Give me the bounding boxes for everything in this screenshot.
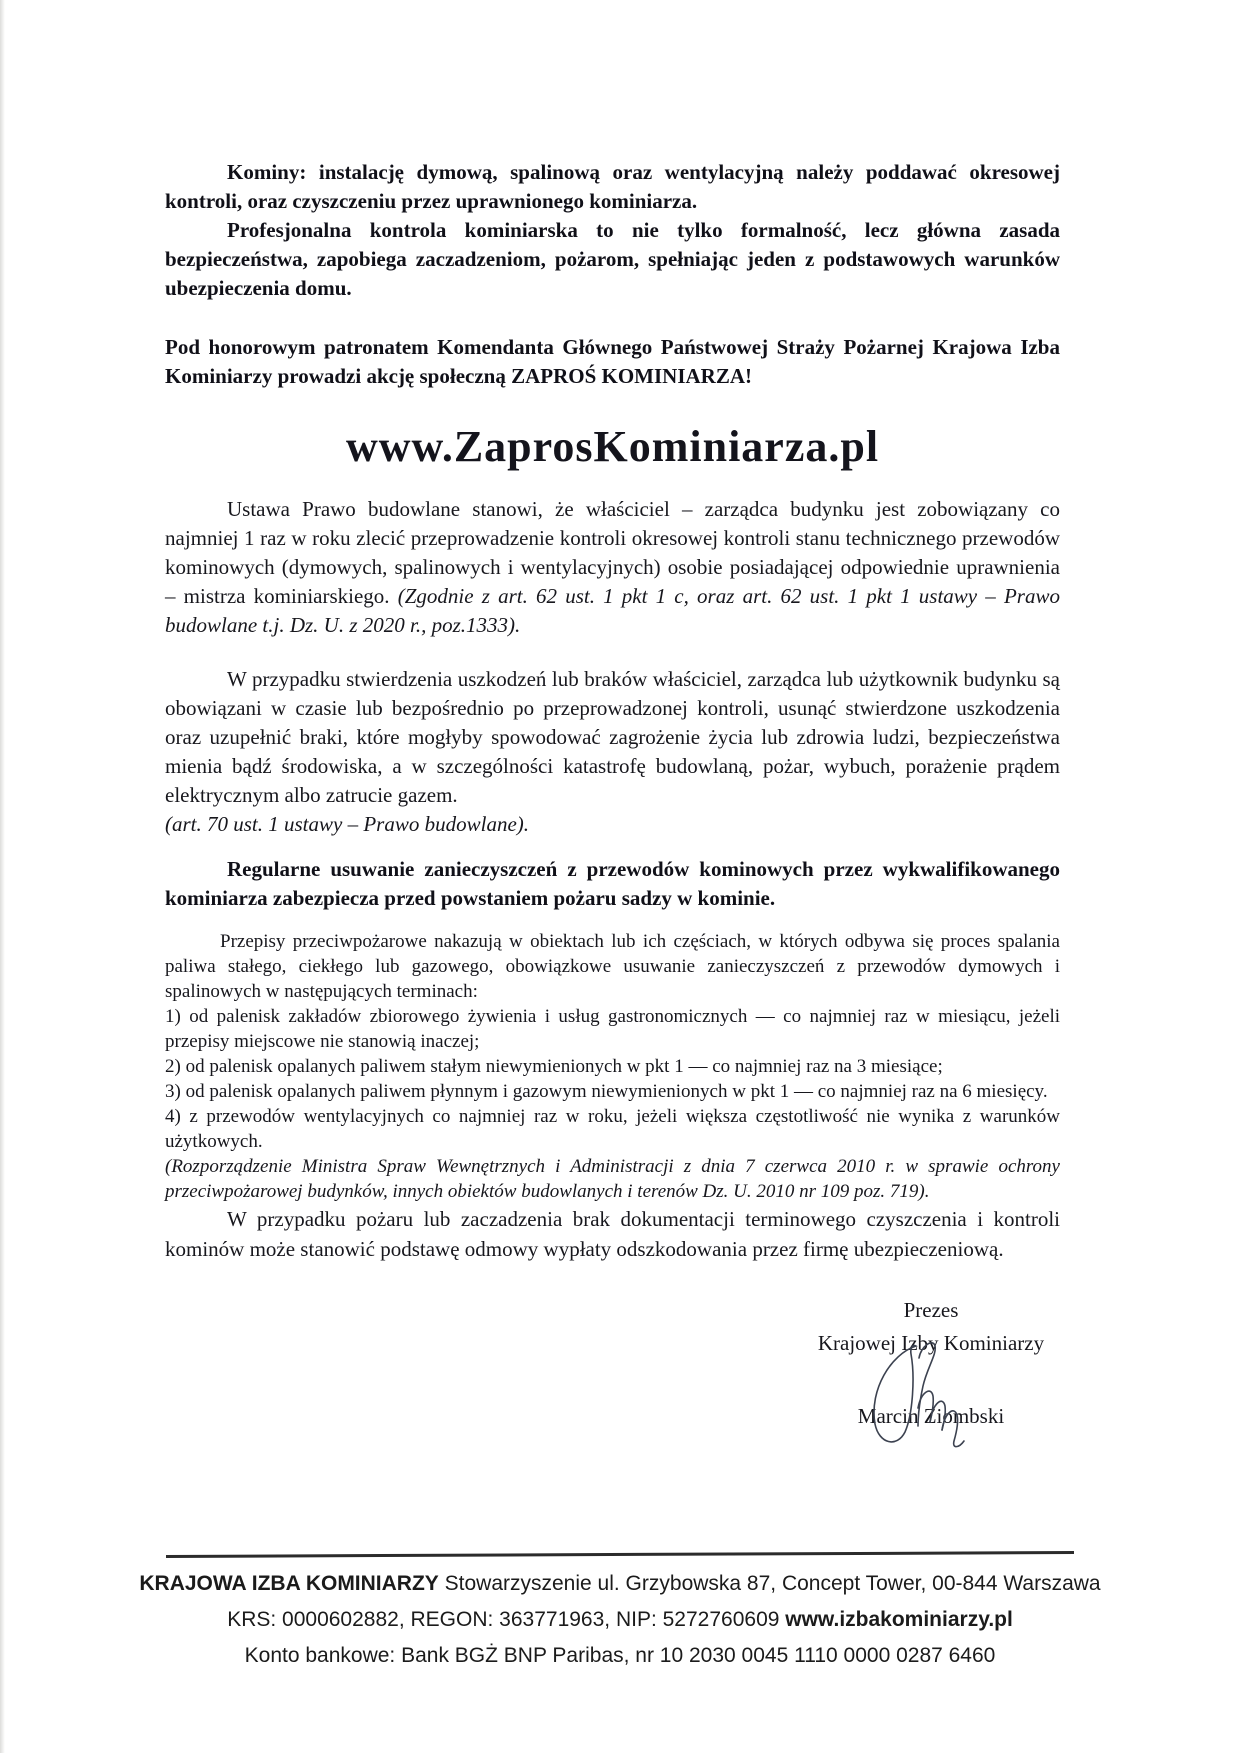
signature-block: [761, 1294, 1101, 1433]
regulation-item-1-text: 1) od palenisk zakładów zbiorowego żywienia i usług gastronomicznych — co najmniej raz w miesiącu, jeżeli przepisy miejscowe nie stanowią inaczej;: [165, 1006, 1060, 1052]
signature-organization: Krajowej Izby Kominiarzy: [817, 1331, 1045, 1355]
regulation-item-4-text: 4) z przewodów wentylacyjnych co najmniej raz w roku, jeżeli większa częstotliwość nie wynika z warunków użytkowych.: [165, 1106, 1060, 1152]
regulation-item-3: [165, 1079, 1060, 1104]
footer-registry-numbers: KRS: 0000602882, REGON: 363771963, NIP: 5272760609: [227, 1608, 786, 1631]
paragraph-chimney-inspection-text: Kominy: instalację dymową, spalinową oraz wentylacyjną należy poddawać okresowej kontroli, oraz czyszczeniu przez uprawnionego kominiarza.: [165, 160, 1060, 213]
building-law-citation: (Zgodnie z art. 62 ust. 1 pkt 1 c, oraz art. 62 ust. 1 pkt 1 ustawy – Prawo budowlane t.j. Dz. U. z 2020 r., poz.1333).: [165, 584, 1060, 637]
letterhead-footer: [0, 1553, 1240, 1674]
footer-divider: [166, 1551, 1074, 1558]
paragraph-building-law: [165, 495, 1060, 640]
paragraph-professional-control: [165, 216, 1060, 303]
regulation-item-1: [165, 1004, 1060, 1054]
regulation-item-2-text: 2) od palenisk opalanych paliwem stałym niewymienionych w pkt 1 — co najmniej raz na 3 miesiące;: [165, 1056, 943, 1077]
paragraph-patronage-text: Pod honorowym patronatem Komendanta Głównego Państwowej Straży Pożarnej Krajowa Izba Kominiarzy prowadzi akcję społeczną ZAPROŚ KOMINIARZA!: [165, 335, 1060, 388]
footer-registry-line: [0, 1602, 1240, 1638]
paragraph-insurance: [165, 1204, 1060, 1264]
fire-regulations-citation: [165, 1154, 1060, 1204]
regulation-item-4: [165, 1104, 1060, 1154]
website-heading: [165, 421, 1060, 473]
scan-edge-artifact: [0, 0, 5, 1753]
footer-website: www.izbakominiarzy.pl: [785, 1608, 1013, 1631]
paragraph-defects: [165, 665, 1060, 810]
fire-regulations-section: [165, 929, 1060, 1204]
footer-org-name: KRAJOWA IZBA KOMINIARZY: [139, 1572, 439, 1595]
paragraph-building-law-text: Ustawa Prawo budowlane stanowi, że właściciel – zarządca budynku jest zobowiązany co najmniej 1 raz w roku zlecić przeprowadzenie kontroli okresowej kontroli stanu technicznego przewodów kominowych (dymowych, spalinowych i wentylacyjnych) osobie posiadającej odpowiednie uprawnienia – mistrza kominiarskiego.: [165, 497, 1060, 608]
defects-citation-text: (art. 70 ust. 1 ustawy – Prawo budowlane).: [165, 812, 530, 836]
paragraph-soot-removal: [165, 855, 1060, 913]
signature-title: Prezes: [903, 1298, 959, 1322]
fire-regulations-intro: [165, 929, 1060, 1004]
website-heading-text: www.ZaprosKominiarza.pl: [345, 422, 880, 471]
footer-bank-line: [0, 1638, 1240, 1674]
regulation-item-2: [165, 1054, 1060, 1079]
footer-bank-account: Konto bankowe: Bank BGŻ BNP Paribas, nr 10 2030 0045 1110 0000 0287 6460: [244, 1644, 996, 1667]
footer-address-line: [0, 1566, 1240, 1602]
paragraph-professional-control-text: Profesjonalna kontrola kominiarska to nie tylko formalność, lecz główna zasada bezpieczeństwa, zapobiega zaczadzeniom, pożarom, spełniając jeden z podstawowych warunków ubezpieczenia domu.: [165, 218, 1060, 300]
handwritten-signature: [861, 1338, 1001, 1453]
fire-regulations-citation-text: (Rozporządzenie Ministra Spraw Wewnętrznych i Administracji z dnia 7 czerwca 2010 r. w sprawie ochrony przeciwpożarowej budynków, innych obiektów budowlanych i terenów Dz. U. 2010 nr 109 poz. 719).: [165, 1156, 1060, 1202]
paragraph-soot-removal-text: Regularne usuwanie zanieczyszczeń z przewodów kominowych przez wykwalifikowanego kominiarza zabezpiecza przed powstaniem pożaru sadzy w kominie.: [165, 857, 1060, 910]
paragraph-insurance-text: W przypadku pożaru lub zaczadzenia brak dokumentacji terminowego czyszczenia i kontroli kominów może stanowić podstawę odmowy wypłaty odszkodowania przez firmę ubezpieczeniową.: [165, 1207, 1060, 1261]
defects-citation: [165, 810, 1060, 839]
signature-name: Marcin Ziombski: [857, 1404, 1005, 1428]
fire-regulations-intro-text: Przepisy przeciwpożarowe nakazują w obiektach lub ich częściach, w których odbywa się proces spalania paliwa stałego, ciekłego lub gazowego, obowiązkowe usuwanie zanieczyszczeń z przewodów dymowych i spalinowych w następujących terminach:: [165, 931, 1060, 1002]
paragraph-defects-text: W przypadku stwierdzenia uszkodzeń lub braków właściciel, zarządca lub użytkownik budynku są obowiązani w czasie lub bezpośrednio po przeprowadzonej kontroli, usunąć stwierdzone uszkodzenia oraz uzupełnić braki, które mogłyby spowodować zagrożenie życia lub zdrowia ludzi, bezpieczeństwa mienia bądź środowiska, a w szczególności katastrofę budowlaną, pożar, wybuch, porażenie prądem elektrycznym albo zatrucie gazem.: [165, 667, 1060, 807]
letter-body: [165, 158, 1060, 1433]
paragraph-chimney-inspection: [165, 158, 1060, 216]
paragraph-patronage: [165, 333, 1060, 391]
footer-org-address: Stowarzyszenie ul. Grzybowska 87, Concept Tower, 00-844 Warszawa: [438, 1572, 1101, 1595]
regulation-item-3-text: 3) od palenisk opalanych paliwem płynnym i gazowym niewymienionych w pkt 1 — co najmniej raz na 6 miesięcy.: [165, 1081, 1048, 1102]
